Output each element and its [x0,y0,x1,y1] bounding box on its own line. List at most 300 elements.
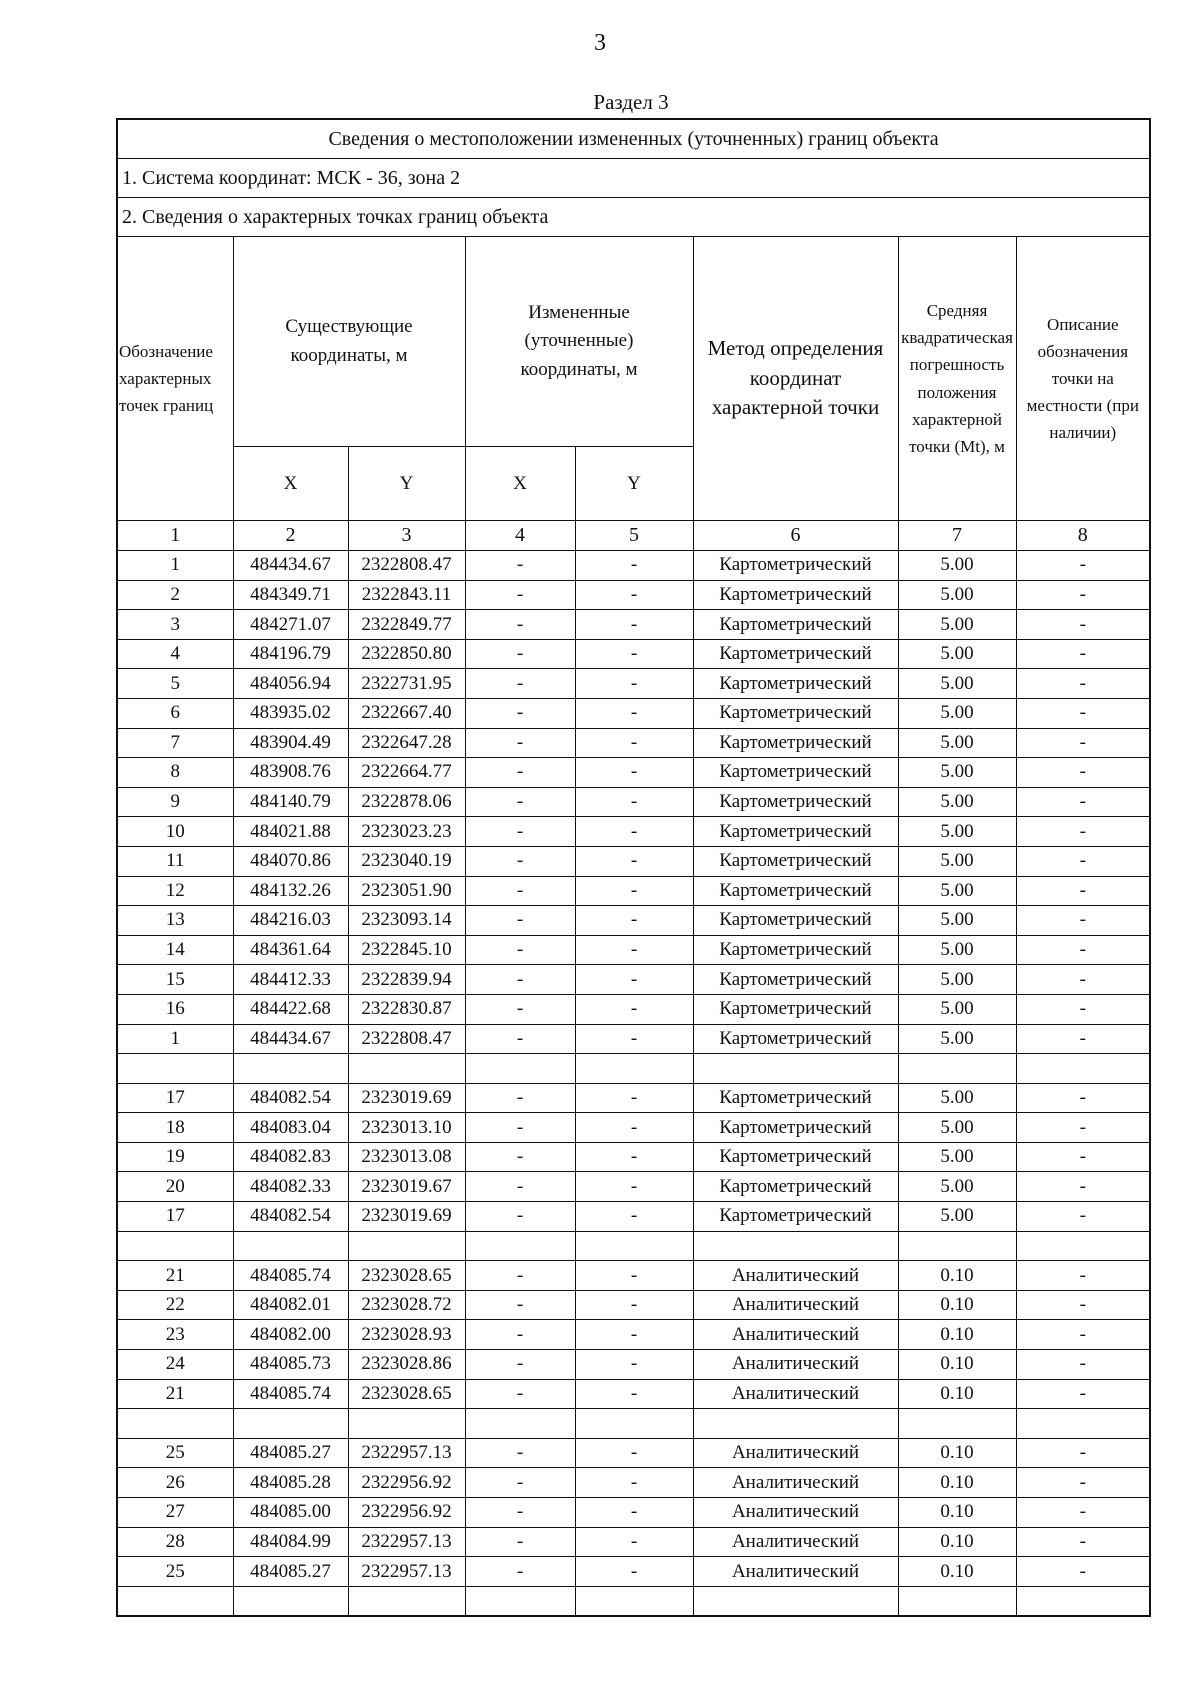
method-cell: Аналитический [693,1468,898,1498]
existing-x-cell: 484196.79 [233,639,348,669]
error-cell: 5.00 [898,669,1016,699]
description-cell: - [1016,610,1150,640]
existing-x-cell: 484056.94 [233,669,348,699]
changed-x-cell: - [465,1113,575,1143]
table-row [117,1024,1150,1054]
description-cell: - [1016,1142,1150,1172]
method-cell: Картометрический [693,551,898,581]
changed-y-cell: - [575,817,693,847]
point-designation-cell: 22 [117,1290,233,1320]
description-cell: - [1016,935,1150,965]
changed-y-cell: - [575,551,693,581]
existing-x-cell: 483904.49 [233,728,348,758]
table-row [117,698,1150,728]
existing-x-cell [233,1231,348,1261]
existing-y-cell: 2322667.40 [348,698,465,728]
point-designation-cell: 10 [117,817,233,847]
changed-y-cell: - [575,1113,693,1143]
table-row [117,935,1150,965]
table-row [117,551,1150,581]
table-row [117,1320,1150,1350]
table-row [117,1054,1150,1084]
column-number: 6 [693,521,898,551]
method-cell: Картометрический [693,846,898,876]
existing-y-cell [348,1231,465,1261]
description-cell: - [1016,1172,1150,1202]
table-row [117,876,1150,906]
existing-y-cell: 2322845.10 [348,935,465,965]
existing-x-cell: 484082.33 [233,1172,348,1202]
existing-y-cell: 2323019.67 [348,1172,465,1202]
table-row [117,994,1150,1024]
method-cell: Аналитический [693,1261,898,1291]
existing-y-cell: 2323028.93 [348,1320,465,1350]
changed-x-cell: - [465,1498,575,1528]
method-cell: Аналитический [693,1557,898,1587]
point-designation-cell: 1 [117,1024,233,1054]
point-designation-cell: 6 [117,698,233,728]
table-row [117,1261,1150,1291]
method-cell: Картометрический [693,994,898,1024]
point-designation-cell: 3 [117,610,233,640]
section-label: Раздел 3 [593,90,669,114]
description-cell: - [1016,1113,1150,1143]
table-row [117,728,1150,758]
table-row [117,1527,1150,1557]
changed-y-cell: - [575,1498,693,1528]
header-changed-y: Y [575,447,693,521]
header-existing-y: Y [348,447,465,521]
changed-y-cell: - [575,994,693,1024]
point-designation-cell: 25 [117,1438,233,1468]
changed-y-cell: - [575,1557,693,1587]
error-cell: 0.10 [898,1290,1016,1320]
changed-x-cell: - [465,906,575,936]
table-row [117,1083,1150,1113]
table-row [117,1113,1150,1143]
error-cell: 5.00 [898,551,1016,581]
changed-y-cell [575,1231,693,1261]
existing-x-cell: 484085.28 [233,1468,348,1498]
error-cell: 5.00 [898,1142,1016,1172]
error-cell: 5.00 [898,1083,1016,1113]
description-cell [1016,1586,1150,1616]
point-designation-cell: 21 [117,1261,233,1291]
method-cell: Картометрический [693,758,898,788]
changed-y-cell: - [575,1261,693,1291]
point-designation-cell: 9 [117,787,233,817]
description-cell: - [1016,698,1150,728]
method-cell: Картометрический [693,639,898,669]
changed-y-cell: - [575,1438,693,1468]
method-cell: Картометрический [693,935,898,965]
point-designation-cell: 1 [117,551,233,581]
header-changed-x: X [465,447,575,521]
table-row [117,1231,1150,1261]
point-designation-cell: 13 [117,906,233,936]
changed-x-cell: - [465,1527,575,1557]
changed-y-cell: - [575,698,693,728]
boundary-points-table [116,118,1151,1617]
table-row [117,669,1150,699]
point-designation-cell: 7 [117,728,233,758]
changed-x-cell: - [465,1320,575,1350]
column-number: 4 [465,521,575,551]
existing-y-cell: 2323019.69 [348,1083,465,1113]
error-cell: 5.00 [898,787,1016,817]
error-cell: 0.10 [898,1379,1016,1409]
existing-x-cell: 484082.00 [233,1320,348,1350]
existing-y-cell: 2322808.47 [348,1024,465,1054]
column-number: 8 [1016,521,1150,551]
description-cell [1016,1409,1150,1439]
changed-y-cell: - [575,1290,693,1320]
existing-y-cell: 2323051.90 [348,876,465,906]
changed-x-cell: - [465,1438,575,1468]
point-designation-cell: 25 [117,1557,233,1587]
existing-x-cell [233,1409,348,1439]
changed-y-cell: - [575,758,693,788]
method-cell: Картометрический [693,580,898,610]
table-row [117,1498,1150,1528]
description-cell: - [1016,1498,1150,1528]
table-row [117,1290,1150,1320]
error-cell: 5.00 [898,728,1016,758]
table-row [117,965,1150,995]
existing-y-cell: 2322664.77 [348,758,465,788]
point-designation-cell: 12 [117,876,233,906]
changed-y-cell: - [575,846,693,876]
changed-x-cell [465,1409,575,1439]
table-row [117,1557,1150,1587]
changed-x-cell: - [465,876,575,906]
method-cell: Картометрический [693,906,898,936]
changed-y-cell: - [575,906,693,936]
changed-y-cell: - [575,580,693,610]
description-cell: - [1016,1320,1150,1350]
description-cell: - [1016,1261,1150,1291]
changed-y-cell [575,1409,693,1439]
existing-x-cell: 484084.99 [233,1527,348,1557]
method-cell: Картометрический [693,1142,898,1172]
error-cell: 0.10 [898,1438,1016,1468]
existing-y-cell: 2322878.06 [348,787,465,817]
changed-y-cell [575,1586,693,1616]
changed-x-cell: - [465,1172,575,1202]
method-cell: Картометрический [693,610,898,640]
column-number: 5 [575,521,693,551]
table-row [117,580,1150,610]
changed-x-cell: - [465,1350,575,1380]
existing-x-cell: 484349.71 [233,580,348,610]
changed-x-cell: - [465,610,575,640]
method-cell: Картометрический [693,876,898,906]
description-cell [1016,1054,1150,1084]
method-cell: Картометрический [693,1083,898,1113]
method-cell: Картометрический [693,698,898,728]
table-row [117,1438,1150,1468]
existing-y-cell: 2322957.13 [348,1438,465,1468]
existing-y-cell: 2323019.69 [348,1202,465,1232]
method-cell: Аналитический [693,1379,898,1409]
existing-y-cell: 2322808.47 [348,551,465,581]
changed-x-cell: - [465,639,575,669]
description-cell: - [1016,1024,1150,1054]
changed-x-cell: - [465,669,575,699]
table-row [117,1142,1150,1172]
point-designation-cell: 20 [117,1172,233,1202]
method-cell: Аналитический [693,1320,898,1350]
point-designation-cell: 17 [117,1202,233,1232]
changed-x-cell: - [465,728,575,758]
description-cell: - [1016,1290,1150,1320]
description-cell: - [1016,1557,1150,1587]
method-cell: Аналитический [693,1350,898,1380]
header-error: Средняя квадратическая погрешность положения характерной точки (Mt), м [898,237,1016,521]
error-cell [898,1586,1016,1616]
changed-x-cell: - [465,965,575,995]
table-row [117,1350,1150,1380]
point-designation-cell: 27 [117,1498,233,1528]
error-cell: 5.00 [898,1113,1016,1143]
method-cell: Картометрический [693,1202,898,1232]
description-cell: - [1016,994,1150,1024]
page-number: 3 [594,30,606,56]
changed-x-cell: - [465,551,575,581]
changed-x-cell [465,1231,575,1261]
point-designation-cell: 8 [117,758,233,788]
error-cell: 5.00 [898,965,1016,995]
table-row [117,639,1150,669]
changed-x-cell: - [465,698,575,728]
description-cell: - [1016,1202,1150,1232]
existing-x-cell: 483935.02 [233,698,348,728]
existing-y-cell: 2322956.92 [348,1468,465,1498]
existing-y-cell: 2322731.95 [348,669,465,699]
table-row [117,1468,1150,1498]
changed-x-cell [465,1054,575,1084]
error-cell: 5.00 [898,639,1016,669]
changed-y-cell: - [575,610,693,640]
error-cell: 5.00 [898,906,1016,936]
description-cell: - [1016,817,1150,847]
changed-y-cell: - [575,1468,693,1498]
existing-x-cell: 484085.27 [233,1438,348,1468]
description-cell: - [1016,846,1150,876]
existing-x-cell: 484082.83 [233,1142,348,1172]
changed-x-cell: - [465,1290,575,1320]
description-cell: - [1016,787,1150,817]
changed-y-cell: - [575,787,693,817]
header-changed-coordinates: Измененные (уточненные) координаты, м [465,237,693,447]
point-designation-cell: 23 [117,1320,233,1350]
description-cell: - [1016,639,1150,669]
error-cell: 5.00 [898,698,1016,728]
error-cell: 5.00 [898,935,1016,965]
table-row [117,1202,1150,1232]
description-cell [1016,1231,1150,1261]
changed-x-cell [465,1586,575,1616]
point-designation-cell: 14 [117,935,233,965]
description-cell: - [1016,1083,1150,1113]
error-cell [898,1231,1016,1261]
error-cell: 5.00 [898,580,1016,610]
existing-x-cell: 484132.26 [233,876,348,906]
existing-y-cell: 2323013.08 [348,1142,465,1172]
points-heading: 2. Сведения о характерных точках границ объекта [117,198,1150,237]
table-row [117,610,1150,640]
table-row [117,758,1150,788]
point-designation-cell [117,1409,233,1439]
column-number: 1 [117,521,233,551]
existing-y-cell: 2322956.92 [348,1498,465,1528]
description-cell: - [1016,876,1150,906]
changed-x-cell: - [465,1557,575,1587]
existing-x-cell: 484082.01 [233,1290,348,1320]
description-cell: - [1016,728,1150,758]
existing-y-cell: 2323028.65 [348,1261,465,1291]
changed-y-cell: - [575,1527,693,1557]
changed-x-cell: - [465,994,575,1024]
changed-y-cell: - [575,935,693,965]
existing-x-cell: 484140.79 [233,787,348,817]
point-designation-cell: 24 [117,1350,233,1380]
header-method: Метод определения координат характерной точки [693,237,898,521]
existing-x-cell: 484085.00 [233,1498,348,1528]
existing-x-cell: 484422.68 [233,994,348,1024]
existing-y-cell: 2322849.77 [348,610,465,640]
point-designation-cell [117,1231,233,1261]
table-title: Сведения о местоположении измененных (уточненных) границ объекта [117,119,1150,159]
table-row [117,1172,1150,1202]
table-row [117,1586,1150,1616]
existing-x-cell: 484070.86 [233,846,348,876]
changed-y-cell: - [575,1202,693,1232]
changed-y-cell: - [575,1024,693,1054]
existing-y-cell: 2322957.13 [348,1557,465,1587]
error-cell: 0.10 [898,1468,1016,1498]
column-number: 3 [348,521,465,551]
point-designation-cell: 21 [117,1379,233,1409]
error-cell: 5.00 [898,610,1016,640]
description-cell: - [1016,580,1150,610]
point-designation-cell: 18 [117,1113,233,1143]
existing-y-cell: 2322839.94 [348,965,465,995]
column-number: 7 [898,521,1016,551]
existing-y-cell: 2322957.13 [348,1527,465,1557]
changed-y-cell: - [575,639,693,669]
method-cell: Картометрический [693,1024,898,1054]
error-cell: 0.10 [898,1527,1016,1557]
method-cell: Картометрический [693,817,898,847]
table-row [117,1379,1150,1409]
existing-x-cell: 484216.03 [233,906,348,936]
existing-x-cell: 484085.74 [233,1261,348,1291]
existing-y-cell: 2322647.28 [348,728,465,758]
changed-y-cell: - [575,1350,693,1380]
changed-y-cell: - [575,1172,693,1202]
error-cell: 5.00 [898,1172,1016,1202]
description-cell: - [1016,1527,1150,1557]
method-cell: Картометрический [693,1172,898,1202]
existing-y-cell: 2322830.87 [348,994,465,1024]
method-cell: Картометрический [693,1113,898,1143]
changed-y-cell: - [575,669,693,699]
header-description: Описание обозначения точки на местности (при наличии) [1016,237,1150,521]
changed-x-cell: - [465,1468,575,1498]
changed-x-cell: - [465,1083,575,1113]
table-row [117,906,1150,936]
existing-y-cell: 2323023.23 [348,817,465,847]
error-cell [898,1054,1016,1084]
error-cell: 5.00 [898,758,1016,788]
method-cell: Аналитический [693,1527,898,1557]
error-cell: 0.10 [898,1498,1016,1528]
description-cell: - [1016,965,1150,995]
error-cell: 5.00 [898,1024,1016,1054]
existing-x-cell: 484361.64 [233,935,348,965]
error-cell [898,1409,1016,1439]
point-designation-cell: 17 [117,1083,233,1113]
existing-y-cell: 2322843.11 [348,580,465,610]
changed-y-cell: - [575,876,693,906]
changed-y-cell: - [575,1083,693,1113]
existing-x-cell: 484085.73 [233,1350,348,1380]
changed-x-cell: - [465,1379,575,1409]
changed-x-cell: - [465,1142,575,1172]
changed-x-cell: - [465,846,575,876]
method-cell: Аналитический [693,1290,898,1320]
existing-y-cell: 2322850.80 [348,639,465,669]
error-cell: 5.00 [898,846,1016,876]
point-designation-cell: 15 [117,965,233,995]
point-designation-cell: 5 [117,669,233,699]
changed-x-cell: - [465,817,575,847]
method-cell: Аналитический [693,1498,898,1528]
error-cell: 5.00 [898,1202,1016,1232]
error-cell: 0.10 [898,1261,1016,1291]
point-designation-cell: 16 [117,994,233,1024]
description-cell: - [1016,1468,1150,1498]
changed-x-cell: - [465,1024,575,1054]
existing-y-cell: 2323028.86 [348,1350,465,1380]
existing-y-cell: 2323028.65 [348,1379,465,1409]
error-cell: 5.00 [898,876,1016,906]
coordinate-system: 1. Система координат: МСК - 36, зона 2 [117,159,1150,198]
existing-y-cell: 2323013.10 [348,1113,465,1143]
point-designation-cell [117,1054,233,1084]
existing-x-cell [233,1054,348,1084]
existing-y-cell [348,1586,465,1616]
existing-x-cell: 484083.04 [233,1113,348,1143]
changed-x-cell: - [465,787,575,817]
existing-y-cell: 2323040.19 [348,846,465,876]
error-cell: 0.10 [898,1557,1016,1587]
description-cell: - [1016,1379,1150,1409]
point-designation-cell [117,1586,233,1616]
existing-y-cell [348,1054,465,1084]
changed-y-cell [575,1054,693,1084]
changed-x-cell: - [465,935,575,965]
point-designation-cell: 26 [117,1468,233,1498]
changed-y-cell: - [575,965,693,995]
existing-y-cell: 2323028.72 [348,1290,465,1320]
method-cell [693,1586,898,1616]
method-cell [693,1054,898,1084]
description-cell: - [1016,669,1150,699]
table-row [117,846,1150,876]
description-cell: - [1016,906,1150,936]
